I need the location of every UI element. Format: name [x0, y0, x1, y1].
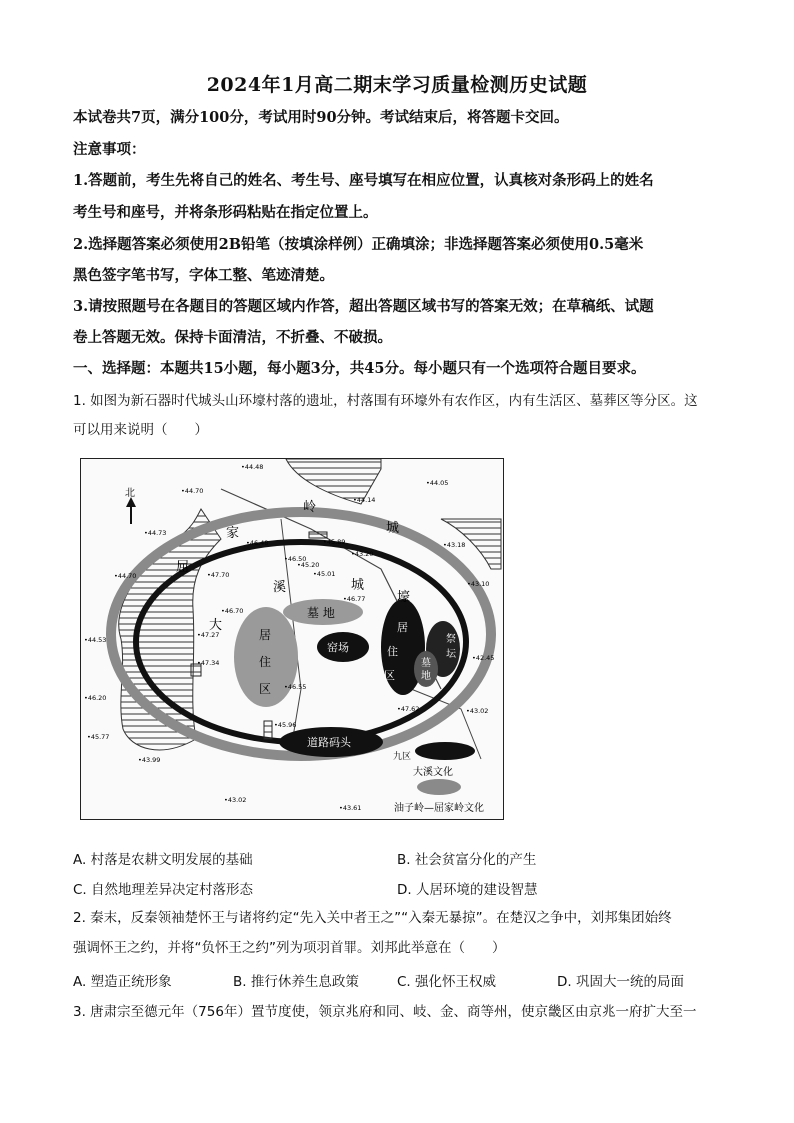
q1-option-a: A. 村落是农耕文明发展的基础 [73, 852, 253, 868]
notice-line: 2.选择题答案必须使用2B铅笔（按填涂样例）正确填涂；非选择题答案必须使用0.5毫米 [73, 236, 644, 253]
legend-swatch-daxi [415, 742, 475, 760]
elevation-point: •46.70 [221, 607, 244, 615]
elevation-point: •45.77 [87, 733, 110, 741]
map-label: 大 [209, 618, 223, 633]
elevation-point: •42.45 [472, 654, 495, 662]
elevation-point: •45.89 [323, 538, 346, 546]
map-label: 城 [386, 521, 400, 536]
map-label: 住 [387, 645, 398, 658]
elevation-point: •47.70 [207, 571, 230, 579]
elevation-point: •43.02 [224, 796, 247, 804]
question-3-text: 3. 唐肃宗至德元年（756年）置节度使，领京兆府和同、岐、金、商等州，使京畿区由京兆一府扩大至一 [73, 1004, 697, 1020]
site-map-figure [80, 458, 504, 820]
site-map-drawing [81, 459, 503, 819]
map-label: 区 [384, 669, 395, 682]
q2-option-a: A. 塑造正统形象 [73, 974, 172, 990]
notice-line: 1.答题前，考生先将自己的姓名、考生号、座号填写在相应位置，认真核对条形码上的姓名 [73, 172, 654, 189]
question-2-text: 2. 秦末，反秦领袖楚怀王与诸将约定“先入关中者王之”“入秦无暴掠”。在楚汉之争中，刘邦集团始终 [73, 910, 672, 926]
notice-line: 3.请按照题号在各题目的答题区域内作答，超出答题区域书写的答案无效；在草稿纸、试题 [73, 298, 654, 315]
elevation-point: •45.01 [313, 570, 336, 578]
elevation-point: •47.62 [397, 705, 420, 713]
elevation-point: •45.96 [274, 721, 297, 729]
q2-option-b: B. 推行休养生息政策 [233, 974, 359, 990]
elevation-point: •46.50 [284, 555, 307, 563]
map-label: 居 [397, 621, 408, 634]
elevation-point: •44.14 [353, 496, 376, 504]
map-label: 居 [259, 628, 272, 642]
exam-title: 2024年1月高二期末学习质量检测历史试题 [206, 74, 588, 96]
notice-heading: 注意事项： [73, 141, 146, 158]
legend-label: 大溪文化 [413, 767, 453, 778]
map-label: 道路码头 [307, 736, 351, 749]
q1-option-b: B. 社会贫富分化的产生 [397, 852, 537, 868]
map-label: 区 [259, 682, 272, 696]
question-2-text: 强调怀王之约，并将“负怀王之约”列为项羽首罪。刘邦此举意在（ ） [73, 940, 506, 956]
elevation-point: •47.34 [197, 659, 220, 667]
question-1-text: 1. 如图为新石器时代城头山环壕村落的遗址，村落围有环壕外有农作区，内有生活区、墓葬区等分区。这 [73, 393, 698, 409]
map-label: 九区 [393, 752, 412, 762]
elevation-point: •47.27 [197, 631, 220, 639]
elevation-point: •43.02 [466, 707, 489, 715]
q1-option-d: D. 人居环境的建设智慧 [397, 882, 538, 898]
map-label: 窑场 [327, 641, 349, 654]
elevation-point: •44.05 [426, 479, 449, 487]
map-label: 溪 [273, 580, 287, 595]
map-label: 墓 地 [307, 606, 335, 620]
elevation-point: •44.48 [241, 463, 264, 471]
map-label: 坛 [446, 649, 456, 660]
elevation-point: •44.73 [144, 529, 167, 537]
question-1-text: 可以用来说明（ ） [73, 422, 208, 438]
map-label: 家 [226, 526, 240, 541]
q2-option-c: C. 强化怀王权威 [397, 974, 497, 990]
elevation-point: •43.20 [351, 550, 374, 558]
elevation-point: •44.70 [114, 572, 137, 580]
map-label: 祭 [446, 634, 456, 645]
notice-line: 考生号和座号，并将条形码粘贴在指定位置上。 [73, 204, 378, 221]
section-heading: 一、选择题：本题共15小题，每小题3分，共45分。每小题只有一个选项符合题目要求。 [73, 360, 646, 377]
elevation-point: •43.10 [467, 580, 490, 588]
elevation-point: •46.48 [246, 539, 269, 547]
q2-option-d: D. 巩固大一统的局面 [557, 974, 684, 990]
legend-label: 油子岭—屈家岭文化 [394, 803, 484, 814]
notice-line: 黑色签字笔书写，字体工整、笔迹清楚。 [73, 267, 334, 284]
map-label: 住 [259, 655, 272, 669]
map-label: 墓 [421, 658, 431, 669]
map-label: 岭 [303, 500, 317, 515]
elevation-point: •44.70 [181, 487, 204, 495]
map-label: 地 [421, 671, 431, 682]
map-label: 城 [351, 578, 365, 593]
elevation-point: •46.55 [284, 683, 307, 691]
elevation-point: •43.61 [339, 804, 362, 812]
elevation-point: •46.20 [84, 694, 107, 702]
elevation-point: •46.77 [343, 595, 366, 603]
elevation-point: •44.53 [84, 636, 107, 644]
map-label: 壕 [397, 590, 411, 605]
elevation-point: •45.20 [297, 561, 320, 569]
q1-option-c: C. 自然地理差异决定村落形态 [73, 882, 254, 898]
north-label: 北 [125, 488, 135, 499]
map-label: 屈 [176, 560, 190, 575]
elevation-point: •43.18 [443, 541, 466, 549]
notice-line: 卷上答题无效。保持卡面清洁，不折叠、不破损。 [73, 329, 392, 346]
intro-text: 本试卷共7页，满分100分，考试用时90分钟。考试结束后，将答题卡交回。 [73, 109, 569, 126]
site-marker [264, 721, 272, 739]
legend-swatch-youzi [417, 779, 461, 795]
elevation-point: •43.99 [138, 756, 161, 764]
